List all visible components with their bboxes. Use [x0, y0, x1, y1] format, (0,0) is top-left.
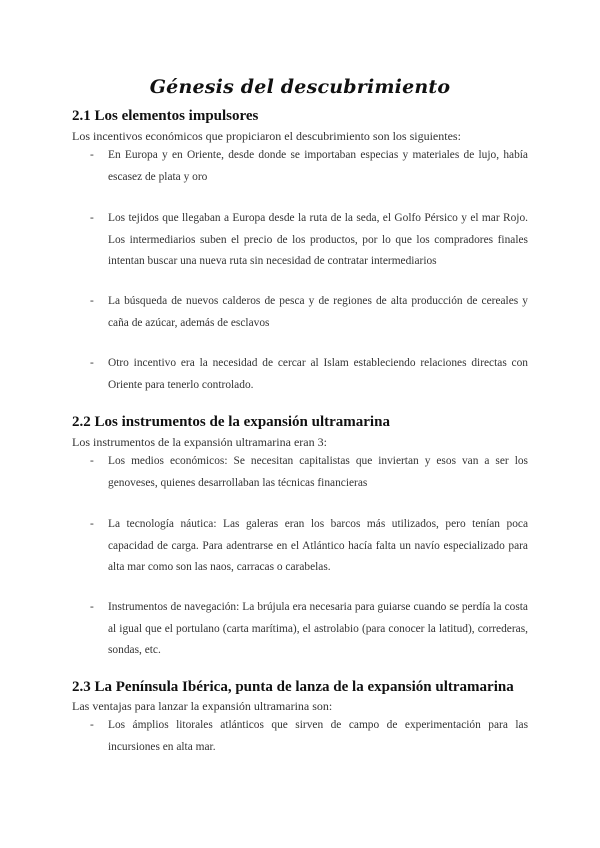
list-item: [90, 597, 528, 662]
document-title: Génesis del descubrimiento: [149, 76, 451, 98]
bullet-dash: -: [90, 719, 94, 731]
list-item: [90, 353, 528, 396]
section-heading-2-3: 2.3 La Península Ibérica, punta de lanza de la expansión ultramarina: [72, 679, 514, 695]
list-item: [90, 715, 528, 758]
bullet-dash: -: [90, 295, 94, 307]
section-intro-2-3: Las ventajas para lanzar la expansión ultramarina son:: [72, 699, 333, 713]
bullet-dash: -: [90, 149, 94, 161]
list-item-text: Los ámplios litorales atlánticos que sirven de campo de experimentación para las incursiones en alta mar.: [108, 719, 528, 753]
bullet-dash: -: [90, 455, 94, 467]
list-item: [90, 145, 528, 188]
list-item-text: La búsqueda de nuevos calderos de pesca y de regiones de alta producción de cereales y caña de azúcar, además de esclavos: [108, 295, 528, 329]
list-item-text: Los medios económicos: Se necesitan capitalistas que inviertan y esos van a ser los genoveses, quienes desarrollaban las técnicas financieras: [108, 455, 528, 489]
list-item: [90, 208, 528, 273]
bullet-dash: -: [90, 518, 94, 530]
section-heading-2-1: 2.1 Los elementos impulsores: [72, 108, 259, 124]
list-item: [90, 514, 528, 579]
bullet-dash: -: [90, 357, 94, 369]
list-item-text: Otro incentivo era la necesidad de cercar al Islam estableciendo relaciones directas con Oriente para tenerlo controlado.: [108, 357, 528, 391]
bullet-dash: -: [90, 212, 94, 224]
section-intro-2-2: Los instrumentos de la expansión ultramarina eran 3:: [72, 435, 327, 449]
list-item-text: En Europa y en Oriente, desde donde se importaban especias y materiales de lujo, había escasez de plata y oro: [108, 149, 528, 183]
list-item-text: Los tejidos que llegaban a Europa desde la ruta de la seda, el Golfo Pérsico y el mar Rojo. Los intermediarios suben el precio de los productos, por lo que los compradores finales intentan buscar una nueva ruta sin necesidad de contratar intermediarios: [108, 212, 528, 267]
bullet-dash: -: [90, 601, 94, 613]
list-item: [90, 451, 528, 494]
section-intro-2-1: Los incentivos económicos que propiciaron el descubrimiento son los siguientes:: [72, 129, 461, 143]
list-item-text: Instrumentos de navegación: La brújula era necesaria para guiarse cuando se perdía la costa al igual que el portulano (carta marítima), el astrolabio (para conocer la latitud), correderas, sondas, etc.: [108, 601, 528, 656]
list-item: [90, 291, 528, 334]
list-item-text: La tecnología náutica: Las galeras eran los barcos más utilizados, pero tenían poca capacidad de carga. Para adentrarse en el Atlántico hacía falta un navío especializado para alta mar como son las naos, carracas o carabelas.: [108, 518, 528, 573]
section-heading-2-2: 2.2 Los instrumentos de la expansión ultramarina: [72, 414, 390, 430]
